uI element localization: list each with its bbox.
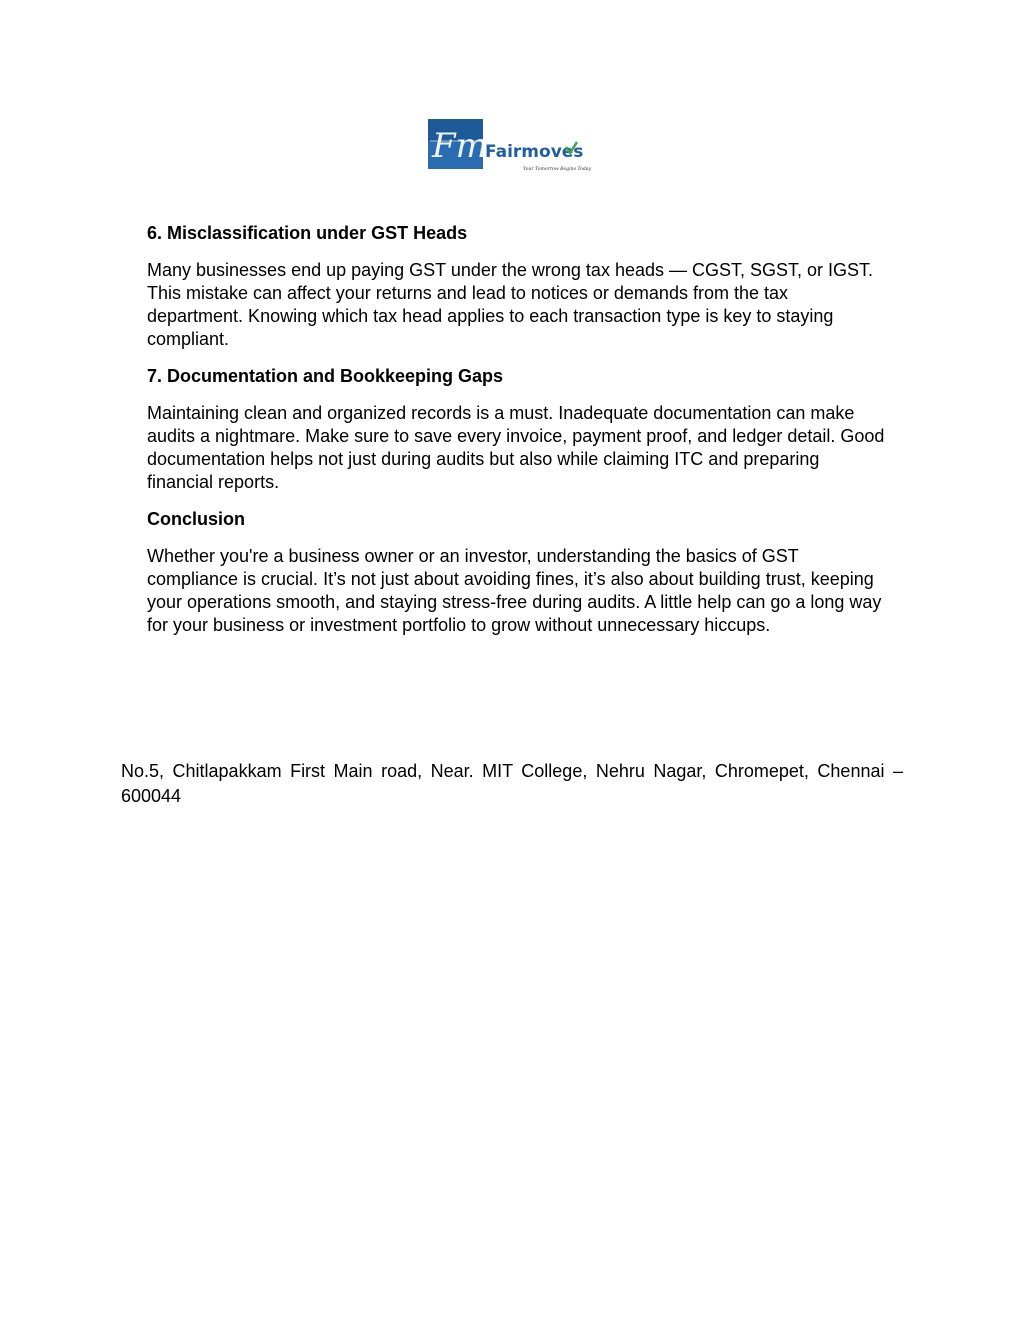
footer-address: No.5, Chitlapakkam First Main road, Near. MIT College, Nehru Nagar, Chromepet, Chennai – 600044 — [121, 761, 903, 806]
section-body-documentation: Maintaining clean and organized records is a must. Inadequate documentation can make audits a nightmare. Make sure to save every invoice, payment proof, and ledger detail. Good documentation helps not just during audits but also while claiming ITC and preparing financial reports. — [147, 403, 885, 492]
logo-monogram: Fm — [432, 126, 488, 166]
logo-brand-name: Fairmoves — [485, 142, 584, 162]
section-heading-misclassification: 6. Misclassification under GST Heads — [147, 223, 468, 243]
article-body — [147, 222, 887, 651]
section-body-conclusion: Whether you're a business owner or an investor, understanding the basics of GST compliance is crucial. It’s not just about avoiding fines, it’s also about building trust, keeping your operations smooth, and staying stress-free during audits. A little help can go a long way for your business or investment portfolio to grow without unnecessary hiccups. — [147, 546, 882, 635]
fairmoves-logo-graphic — [428, 119, 600, 173]
company-logo — [428, 119, 600, 173]
section-heading-documentation: 7. Documentation and Bookkeeping Gaps — [147, 366, 504, 386]
logo-tagline: Your Tomorrow Begins Today — [523, 167, 592, 172]
section-heading-conclusion: Conclusion — [147, 509, 245, 529]
section-body-misclassification: Many businesses end up paying GST under the wrong tax heads — CGST, SGST, or IGST. This mistake can affect your returns and lead to notices or demands from the tax department. Knowing which tax head applies to each transaction type is key to staying compliant. — [147, 260, 874, 349]
